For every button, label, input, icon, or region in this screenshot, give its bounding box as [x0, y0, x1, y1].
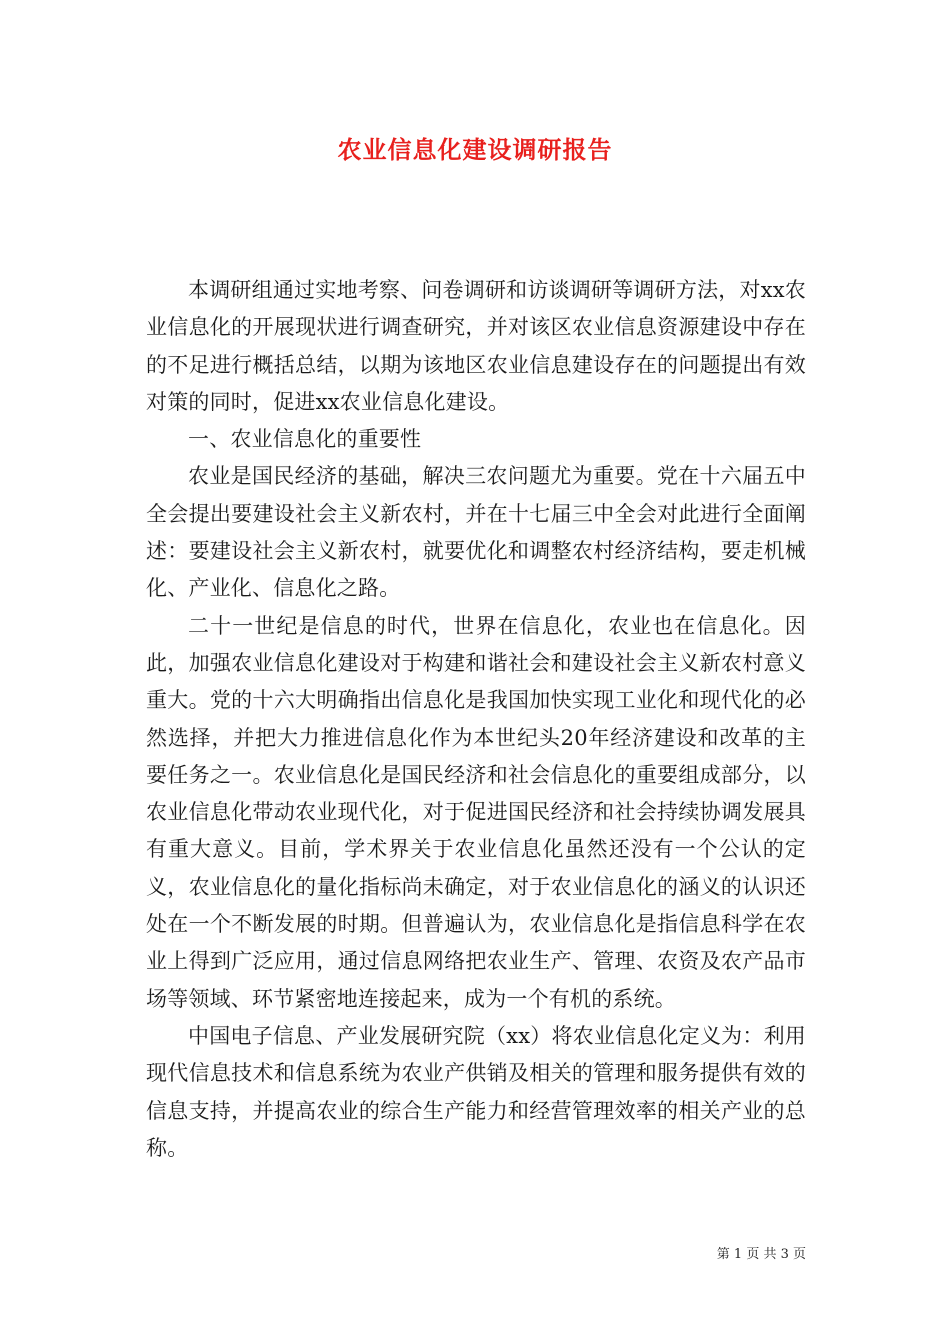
page-number-footer: 第 1 页 共 3 页	[716, 1247, 806, 1262]
document-title: 农业信息化建设调研报告	[337, 135, 613, 164]
paragraph-agriculture-basis: 农业是国民经济的基础，解决三农问题尤为重要。党在十六届五中全会提出要建设社会主义新农村，并在十七届三中全会对此进行全面阐述：要建设社会主义新农村，就要优化和调整农村经济结构，要走机械化、产业化、信息化之路。	[146, 464, 806, 601]
paragraph-definition: 中国电子信息、产业发展研究院（xx）将农业信息化定义为：利用现代信息技术和信息系统为农业产供销及相关的管理和服务提供有效的信息支持，并提高农业的综合生产能力和经营管理效率的相关产业的总称。	[146, 1023, 806, 1160]
paragraph-intro: 本调研组通过实地考察、问卷调研和访谈调研等调研方法，对xx农业信息化的开展现状进行调查研究，并对该区农业信息资源建设中存在的不足进行概括总结，以期为该地区农业信息建设存在的问题提出有效对策的同时，促进xx农业信息化建设。	[146, 278, 806, 414]
paragraph-information-era: 二十一世纪是信息的时代，世界在信息化，农业也在信息化。因此，加强农业信息化建设对于构建和谐社会和建设社会主义新农村意义重大。党的十六大明确指出信息化是我国加快实现工业化和现代化的必然选择，并把大力推进信息化作为本世纪头20年经济建设和改革的主要任务之一。农业信息化是国民经济和社会信息化的重要组成部分，以农业信息化带动农业现代化，对于促进国民经济和社会持续协调发展具有重大意义。目前，学术界关于农业信息化虽然还没有一个公认的定义，农业信息化的量化指标尚未确定，对于农业信息化的涵义的认识还处在一个不断发展的时期。但普遍认为，农业信息化是指信息科学在农业上得到广泛应用，通过信息网络把农业生产、管理、农资及农产品市场等领域、环节紧密地连接起来，成为一个有机的系统。	[146, 613, 806, 1011]
document-body	[146, 272, 806, 1167]
section-heading-importance: 一、农业信息化的重要性	[188, 427, 422, 452]
